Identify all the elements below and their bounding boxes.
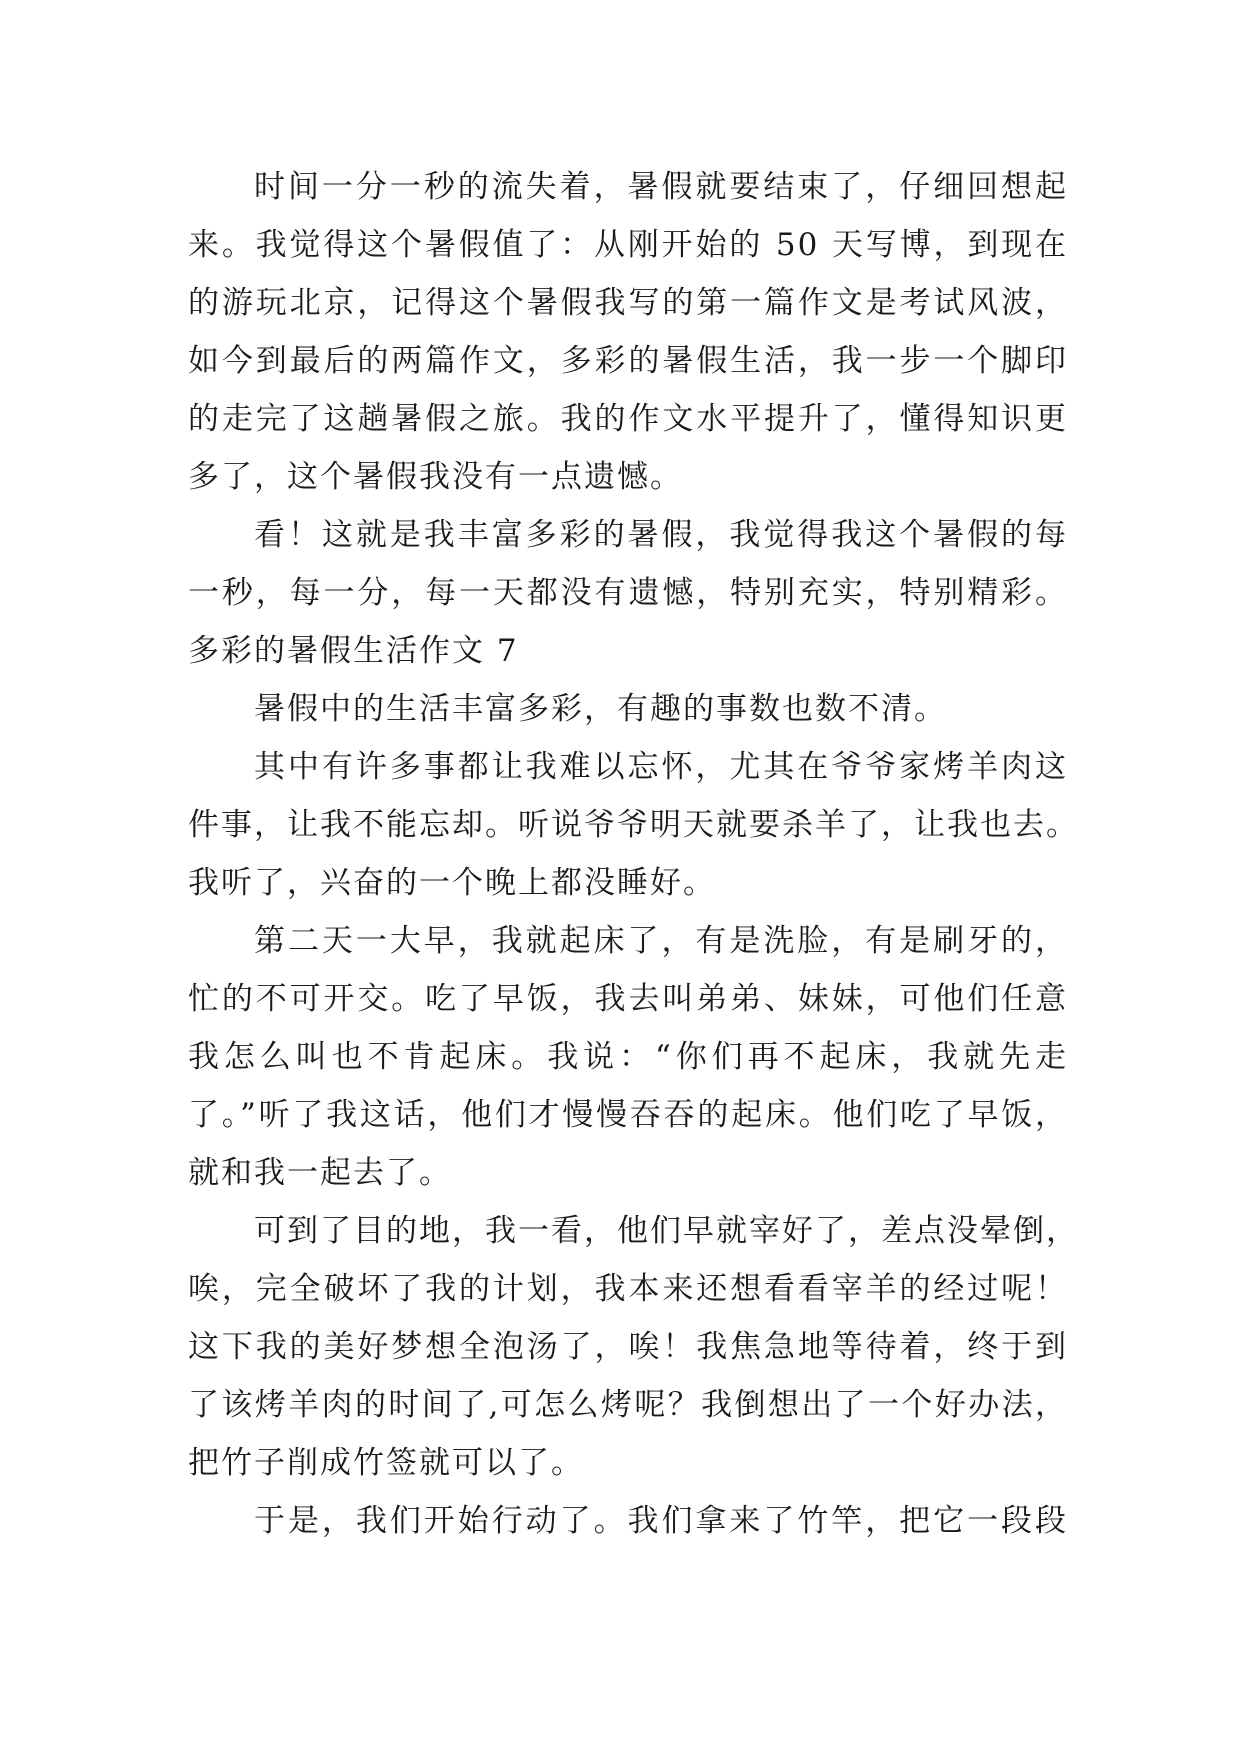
- section-heading: 多彩的暑假生活作文 7: [188, 633, 519, 669]
- paragraph-line: 看！这就是我丰富多彩的暑假，我觉得我这个暑假的每: [254, 517, 1068, 553]
- paragraph-line: 忙的不可开交。吃了早饭，我去叫弟弟、妹妹，可他们任意: [188, 981, 1068, 1017]
- paragraph-line: 可到了目的地，我一看，他们早就宰好了，差点没晕倒，: [254, 1213, 1079, 1249]
- paragraph-line: 多了，这个暑假我没有一点遗憾。: [188, 459, 683, 495]
- paragraph-line: 了该烤羊肉的时间了,可怎么烤呢？我倒想出了一个好办法，: [188, 1387, 1068, 1423]
- paragraph-line: 暑假中的生活丰富多彩，有趣的事数也数不清。: [254, 691, 947, 727]
- paragraph-line: 的游玩北京，记得这个暑假我写的第一篇作文是考试风波，: [188, 285, 1068, 321]
- paragraph-line: 把竹子削成竹签就可以了。: [188, 1445, 584, 1481]
- paragraph-line: 这下我的美好梦想全泡汤了，唉！我焦急地等待着，终于到: [188, 1329, 1068, 1365]
- paragraph-line: 如今到最后的两篇作文，多彩的暑假生活，我一步一个脚印: [188, 343, 1068, 379]
- paragraph-line: 于是，我们开始行动了。我们拿来了竹竿，把它一段段: [254, 1503, 1068, 1539]
- paragraph-line: 一秒，每一分，每一天都没有遗憾，特别充实，特别精彩。: [188, 575, 1068, 611]
- paragraph-line: 我怎么叫也不肯起床。我说：“你们再不起床，我就先走: [188, 1039, 1068, 1075]
- paragraph-line: 其中有许多事都让我难以忘怀，尤其在爷爷家烤羊肉这: [254, 749, 1068, 785]
- article-body: [188, 158, 1079, 1550]
- paragraph-line: 第二天一大早，我就起床了，有是洗脸，有是刷牙的，: [254, 923, 1068, 959]
- paragraph-line: 唉，完全破坏了我的计划，我本来还想看看宰羊的经过呢！: [188, 1271, 1068, 1307]
- paragraph-line: 的走完了这趟暑假之旅。我的作文水平提升了，懂得知识更: [188, 401, 1068, 437]
- paragraph-line: 了。”听了我这话，他们才慢慢吞吞的起床。他们吃了早饭，: [188, 1097, 1068, 1133]
- paragraph-line: 来。我觉得这个暑假值了：从刚开始的 50 天写博，到现在: [188, 227, 1068, 263]
- paragraph-line: 时间一分一秒的流失着，暑假就要结束了，仔细回想起: [254, 169, 1068, 205]
- paragraph-line: 我听了，兴奋的一个晚上都没睡好。: [188, 865, 716, 901]
- paragraph-line: 就和我一起去了。: [188, 1155, 452, 1191]
- paragraph-line: 件事，让我不能忘却。听说爷爷明天就要杀羊了，让我也去。: [188, 807, 1079, 843]
